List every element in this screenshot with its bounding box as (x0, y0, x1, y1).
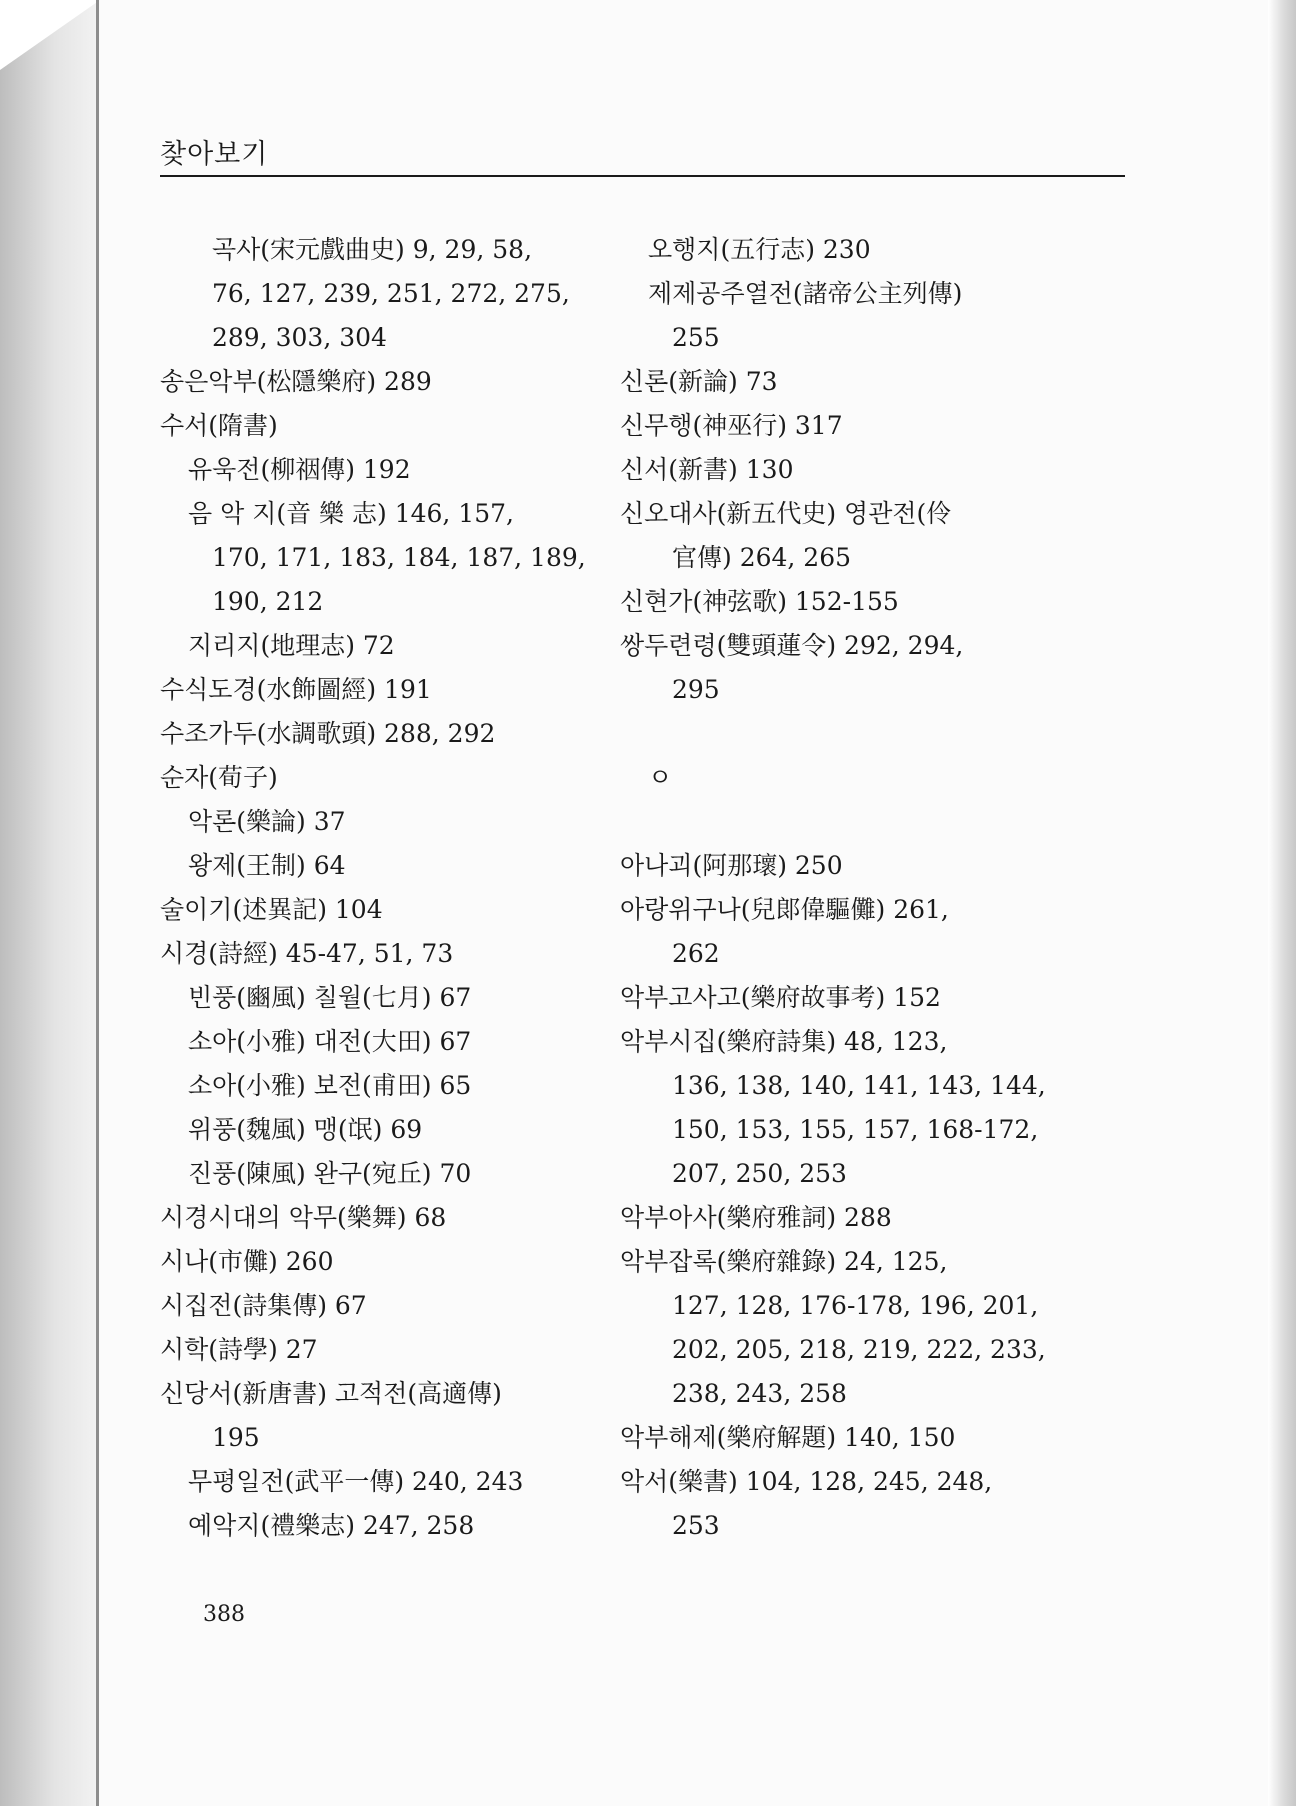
index-entry: 신무행(神巫行) 317 (620, 411, 843, 440)
index-entry: 시경시대의 악무(樂舞) 68 (160, 1203, 447, 1232)
index-entry: 신오대사(新五代史) 영관전(伶 (620, 499, 952, 528)
page-number: 388 (203, 1602, 245, 1627)
index-entry: 소아(小雅) 보전(甫田) 65 (188, 1071, 472, 1100)
index-entry: 지리지(地理志) 72 (188, 631, 395, 660)
index-entry: 예악지(禮樂志) 247, 258 (188, 1511, 475, 1540)
header-rule (160, 175, 1125, 177)
index-entry: 수조가두(水調歌頭) 288, 292 (160, 719, 496, 748)
index-entry: 255 (672, 323, 720, 352)
index-entry: 253 (672, 1511, 720, 1540)
book-spine (0, 0, 100, 1806)
index-entry: 시학(詩學) 27 (160, 1335, 318, 1364)
index-entry: 수식도경(水飾圖經) 191 (160, 675, 432, 704)
index-entry: 136, 138, 140, 141, 143, 144, (672, 1071, 1046, 1100)
index-entry: 왕제(王制) 64 (188, 851, 346, 880)
index-entry: 음 악 지(音 樂 志) 146, 157, (188, 499, 514, 528)
index-entry: 악부해제(樂府解題) 140, 150 (620, 1423, 956, 1452)
index-entry: 오행지(五行志) 230 (648, 235, 871, 264)
index-entry: 순자(荀子) (160, 763, 278, 792)
index-entry: 262 (672, 939, 720, 968)
index-entry: 127, 128, 176-178, 196, 201, (672, 1291, 1039, 1320)
running-head: 찾아보기 (160, 139, 269, 170)
index-entry: 악부시집(樂府詩集) 48, 123, (620, 1027, 948, 1056)
index-entry (620, 800, 1125, 844)
index-entry: 시나(市儺) 260 (160, 1247, 334, 1276)
index-entry: 官傳) 264, 265 (672, 543, 852, 572)
index-entry: 악론(樂論) 37 (188, 807, 346, 836)
index-entry: 시집전(詩集傳) 67 (160, 1291, 367, 1320)
index-entry: 아나괴(阿那瓌) 250 (620, 851, 843, 880)
index-entry: 악부아사(樂府雅詞) 288 (620, 1203, 892, 1232)
index-entry: 신당서(新唐書) 고적전(高適傳) (160, 1379, 502, 1408)
index-entry: 207, 250, 253 (672, 1159, 847, 1188)
index-entry: 195 (212, 1423, 260, 1452)
index-entry: 악부잡록(樂府雜錄) 24, 125, (620, 1247, 948, 1276)
book-right-shadow (1268, 0, 1296, 1806)
index-entry (620, 712, 1125, 756)
index-entry: 신론(新論) 73 (620, 367, 778, 396)
index-entry: 무평일전(武平一傳) 240, 243 (188, 1467, 524, 1496)
index-entry: 위풍(魏風) 맹(氓) 69 (188, 1115, 423, 1144)
index-entry: 신현가(神弦歌) 152-155 (620, 587, 899, 616)
index-entry: 아랑위구나(兒郞偉驅儺) 261, (620, 895, 949, 924)
index-entry: 빈풍(豳風) 칠월(七月) 67 (188, 983, 472, 1012)
index-entry: 술이기(述異記) 104 (160, 895, 383, 924)
index-entry: 유욱전(柳䄄傳) 192 (188, 455, 411, 484)
index-entry: 곡사(宋元戲曲史) 9, 29, 58, (212, 235, 533, 264)
index-entry: 수서(隋書) (160, 411, 278, 440)
index-entry: 제제공주열전(諸帝公主列傳) (648, 279, 963, 308)
index-entry: 소아(小雅) 대전(大田) 67 (188, 1027, 472, 1056)
index-entry: 170, 171, 183, 184, 187, 189, (212, 543, 586, 572)
index-entry: 289, 303, 304 (212, 323, 387, 352)
index-entry: 악서(樂書) 104, 128, 245, 248, (620, 1467, 993, 1496)
index-entry: ㅇ (648, 763, 673, 792)
index-entry: 295 (672, 675, 720, 704)
index-column-left (160, 228, 620, 1548)
index-entry: 238, 243, 258 (672, 1379, 847, 1408)
index-entry: 송은악부(松隱樂府) 289 (160, 367, 432, 396)
index-entry: 악부고사고(樂府故事考) 152 (620, 983, 941, 1012)
index-entry: 쌍두련령(雙頭蓮令) 292, 294, (620, 631, 964, 660)
index-column-right (620, 228, 1125, 1548)
index-entry: 신서(新書) 130 (620, 455, 794, 484)
index-entry: 76, 127, 239, 251, 272, 275, (212, 279, 570, 308)
index-entry: 202, 205, 218, 219, 222, 233, (672, 1335, 1046, 1364)
index-entry: 진풍(陳風) 완구(宛丘) 70 (188, 1159, 472, 1188)
index-entry: 시경(詩經) 45-47, 51, 73 (160, 939, 454, 968)
index-entry: 190, 212 (212, 587, 324, 616)
index-entry: 150, 153, 155, 157, 168-172, (672, 1115, 1039, 1144)
